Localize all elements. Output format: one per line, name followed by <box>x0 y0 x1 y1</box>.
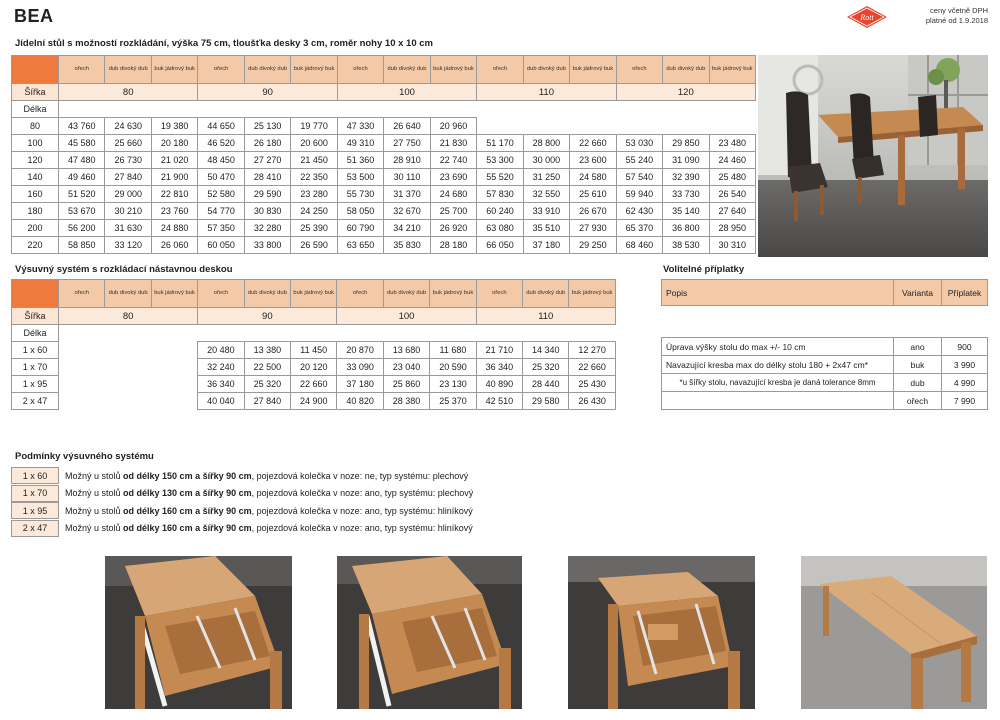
wood-header: dub divoký dub <box>663 56 709 84</box>
width-value: 100 <box>337 84 476 101</box>
price-cell: 57 540 <box>616 169 662 186</box>
price-cell: 25 660 <box>105 135 151 152</box>
width-value: 80 <box>59 308 198 325</box>
price-note-valid-from: platné od 1.9.2018 <box>925 16 988 25</box>
row-length: 120 <box>12 152 59 169</box>
price-cell: 12 270 <box>569 342 615 359</box>
wood-header: buk jádrový buk <box>430 56 476 84</box>
price-cell: 29 850 <box>663 135 709 152</box>
price-cell: 27 840 <box>244 393 290 410</box>
price-cell: 26 670 <box>570 203 616 220</box>
page-title: BEA <box>14 6 54 26</box>
wood-header: buk jádrový buk <box>430 280 476 308</box>
row-length: 1 x 60 <box>12 342 59 359</box>
surcharge-variant: ořech <box>894 392 942 410</box>
surcharge-description: Navazující kresba max do délky stolu 180 + 2x47 cm* <box>662 356 894 374</box>
price-cell: 43 760 <box>59 118 105 135</box>
price-cell: 32 390 <box>663 169 709 186</box>
wood-header: buk jádrový buk <box>151 280 197 308</box>
condition-code: 2 x 47 <box>11 520 59 537</box>
price-cell: 21 020 <box>151 152 197 169</box>
price-cell: 21 900 <box>151 169 197 186</box>
price-cell: 21 830 <box>430 135 476 152</box>
price-cell: 30 000 <box>523 152 569 169</box>
price-cell: 30 830 <box>244 203 290 220</box>
opt-header-varianta: Varianta <box>894 280 942 306</box>
price-cell: 25 430 <box>569 376 615 393</box>
wood-header: ořech <box>59 280 105 308</box>
price-cell: 51 520 <box>59 186 105 203</box>
price-cell: 51 360 <box>337 152 383 169</box>
price-cell: 21 450 <box>291 152 337 169</box>
condition-dimensions: od délky 150 cm a šířky 90 cm <box>123 470 252 481</box>
condition-text <box>65 471 468 481</box>
price-cell: 14 340 <box>523 342 569 359</box>
table-row <box>12 186 756 203</box>
price-cell: 33 090 <box>337 359 383 376</box>
price-cell: 53 500 <box>337 169 383 186</box>
price-cell: 32 280 <box>244 220 290 237</box>
dining-table-title: Jídelní stůl s možností rozkládání, výška 75 cm, tloušťka desky 3 cm, roměr nohy 10 x 10 cm <box>15 38 433 49</box>
condition-post: , pojezdová kolečka v noze: ne, typ systému: plechový <box>251 470 469 481</box>
condition-text <box>65 488 473 498</box>
condition-row <box>11 467 468 484</box>
price-cell: 30 110 <box>384 169 430 186</box>
price-cell: 29 250 <box>570 237 616 254</box>
price-cell: 23 690 <box>430 169 476 186</box>
price-cell: 40 890 <box>476 376 522 393</box>
wood-header: ořech <box>59 56 105 84</box>
condition-code: 1 x 70 <box>11 485 59 502</box>
row-length: 140 <box>12 169 59 186</box>
price-cell: 23 600 <box>570 152 616 169</box>
row-length: 1 x 95 <box>12 376 59 393</box>
table-row <box>12 203 756 220</box>
condition-row <box>11 502 473 519</box>
price-cell: 51 170 <box>477 135 523 152</box>
sirka-label: Šířka <box>12 308 59 325</box>
price-cell: 60 050 <box>198 237 244 254</box>
price-cell: 53 030 <box>616 135 662 152</box>
price-cell: 20 120 <box>291 359 337 376</box>
price-cell: 31 250 <box>523 169 569 186</box>
price-cell: 52 580 <box>198 186 244 203</box>
extension-price-table <box>11 279 616 410</box>
dining-corner-cell <box>12 56 59 84</box>
condition-text <box>65 506 473 516</box>
price-cell: 11 680 <box>430 342 476 359</box>
price-cell: 65 370 <box>616 220 662 237</box>
dining-room-photo <box>758 55 988 257</box>
price-cell: 40 040 <box>198 393 244 410</box>
width-value: 110 <box>476 308 615 325</box>
dining-width-row <box>12 84 756 101</box>
row-length: 200 <box>12 220 59 237</box>
price-cell: 29 580 <box>523 393 569 410</box>
price-cell: 26 430 <box>569 393 615 410</box>
row-length: 100 <box>12 135 59 152</box>
price-cell: 50 470 <box>198 169 244 186</box>
price-cell: 35 830 <box>384 237 430 254</box>
wood-header: buk jádrový buk <box>569 280 615 308</box>
price-cell: 28 410 <box>244 169 290 186</box>
opt-header-priplatek: Příplatek <box>942 280 988 306</box>
surcharge-description <box>662 392 894 410</box>
dining-header-row <box>12 56 756 84</box>
condition-post: , pojezdová kolečka v noze: ano, typ systému: plechový <box>251 488 474 498</box>
row-length: 80 <box>12 118 59 135</box>
price-cell: 31 090 <box>663 152 709 169</box>
surcharge-price: 7 990 <box>942 392 988 410</box>
price-cell: 25 370 <box>430 393 476 410</box>
table-row <box>12 359 616 376</box>
extension-photo-1 <box>105 556 292 709</box>
price-cell: 49 310 <box>337 135 383 152</box>
table-row <box>12 152 756 169</box>
price-cell: 44 650 <box>198 118 244 135</box>
price-cell: 25 130 <box>244 118 290 135</box>
wood-header: ořech <box>476 280 522 308</box>
price-cell: 29 000 <box>105 186 151 203</box>
price-cell: 55 730 <box>337 186 383 203</box>
price-cell: 24 880 <box>151 220 197 237</box>
price-cell: 62 430 <box>616 203 662 220</box>
wood-header: dub divoký dub <box>105 56 151 84</box>
condition-code: 1 x 60 <box>11 467 59 484</box>
wood-header: dub divoký dub <box>523 280 569 308</box>
wood-header: buk jádrový buk <box>709 56 755 84</box>
price-cell: 27 640 <box>709 203 755 220</box>
surcharge-row <box>662 356 988 374</box>
table-row <box>12 237 756 254</box>
price-cell: 33 730 <box>663 186 709 203</box>
surcharge-row <box>662 338 988 356</box>
table-row <box>12 169 756 186</box>
price-cell: 25 700 <box>430 203 476 220</box>
price-cell: 24 630 <box>105 118 151 135</box>
price-cell: 23 130 <box>430 376 476 393</box>
rott-logo <box>846 5 888 29</box>
condition-pre: Možný u stolů <box>65 523 124 533</box>
wood-header: buk jádrový buk <box>291 56 337 84</box>
price-cell: 23 760 <box>151 203 197 220</box>
table-row <box>12 376 616 393</box>
price-cell: 20 480 <box>198 342 244 359</box>
dining-price-table <box>11 55 756 254</box>
price-cell: 37 180 <box>337 376 383 393</box>
price-cell: 60 790 <box>337 220 383 237</box>
price-cell: 28 800 <box>523 135 569 152</box>
surcharge-variant: dub <box>894 374 942 392</box>
condition-row <box>11 520 473 537</box>
condition-pre: Možný u stolů <box>65 488 124 498</box>
price-cell: 36 340 <box>198 376 244 393</box>
price-cell: 20 600 <box>291 135 337 152</box>
price-cell: 22 660 <box>291 376 337 393</box>
wood-header: dub divoký dub <box>244 280 290 308</box>
price-cell: 25 320 <box>523 359 569 376</box>
price-cell: 29 590 <box>244 186 290 203</box>
opt-header-popis: Popis <box>662 280 894 306</box>
condition-pre: Možný u stolů <box>65 470 124 481</box>
wood-header: dub divoký dub <box>383 280 429 308</box>
price-cell: 26 590 <box>291 237 337 254</box>
wood-header: ořech <box>477 56 523 84</box>
price-cell: 40 820 <box>337 393 383 410</box>
sirka-label: Šířka <box>12 84 59 101</box>
price-cell: 19 770 <box>291 118 337 135</box>
condition-code: 1 x 95 <box>11 502 59 519</box>
price-cell: 24 900 <box>291 393 337 410</box>
price-cell: 33 120 <box>105 237 151 254</box>
wood-header: buk jádrový buk <box>151 56 197 84</box>
price-cell: 22 350 <box>291 169 337 186</box>
dining-length-row <box>12 101 756 118</box>
price-cell: 31 370 <box>384 186 430 203</box>
price-cell: 34 210 <box>384 220 430 237</box>
condition-row <box>11 485 473 502</box>
wood-header: ořech <box>616 56 662 84</box>
width-value: 100 <box>337 308 476 325</box>
condition-dimensions: od délky 160 cm a šířky 90 cm <box>123 505 252 516</box>
price-cell: 19 380 <box>151 118 197 135</box>
price-cell: 23 040 <box>383 359 429 376</box>
width-value: 90 <box>198 84 337 101</box>
price-cell: 55 520 <box>477 169 523 186</box>
table-row <box>12 118 756 135</box>
price-cell: 26 180 <box>244 135 290 152</box>
price-cell: 23 480 <box>709 135 755 152</box>
surcharge-description: Úprava výšky stolu do max +/- 10 cm <box>662 338 894 356</box>
price-cell: 42 510 <box>476 393 522 410</box>
price-cell: 25 390 <box>291 220 337 237</box>
price-cell: 27 270 <box>244 152 290 169</box>
row-length: 180 <box>12 203 59 220</box>
price-cell: 31 630 <box>105 220 151 237</box>
surcharge-variant: buk <box>894 356 942 374</box>
surcharge-price: 4 990 <box>942 374 988 392</box>
price-cell: 26 730 <box>105 152 151 169</box>
price-cell: 24 250 <box>291 203 337 220</box>
price-cell: 53 670 <box>59 203 105 220</box>
width-value: 80 <box>59 84 198 101</box>
price-cell: 28 440 <box>523 376 569 393</box>
table-row <box>12 220 756 237</box>
row-length: 220 <box>12 237 59 254</box>
price-cell: 33 910 <box>523 203 569 220</box>
price-note-vat: ceny včetně DPH <box>930 6 988 15</box>
price-cell: 59 940 <box>616 186 662 203</box>
extension-photo-2 <box>337 556 522 709</box>
svg-text:Rott: Rott <box>860 13 874 22</box>
price-cell: 55 240 <box>616 152 662 169</box>
price-cell: 28 950 <box>709 220 755 237</box>
width-value: 110 <box>477 84 616 101</box>
price-cell: 20 960 <box>430 118 476 135</box>
width-value: 120 <box>616 84 755 101</box>
price-cell: 58 050 <box>337 203 383 220</box>
delka-label: Délka <box>12 325 59 342</box>
price-cell: 54 770 <box>198 203 244 220</box>
optional-surcharges-table <box>661 279 988 410</box>
row-length: 160 <box>12 186 59 203</box>
price-cell: 20 870 <box>337 342 383 359</box>
wood-header: ořech <box>198 56 244 84</box>
price-cell: 28 910 <box>384 152 430 169</box>
ext-length-row <box>12 325 616 342</box>
wood-header: ořech <box>337 56 383 84</box>
price-cell: 28 380 <box>383 393 429 410</box>
conditions-title: Podmínky výsuvného systému <box>15 451 154 462</box>
price-cell: 48 450 <box>198 152 244 169</box>
wood-header: ořech <box>198 280 244 308</box>
price-cell: 11 450 <box>291 342 337 359</box>
price-cell: 24 580 <box>570 169 616 186</box>
surcharge-price: 900 <box>942 338 988 356</box>
table-row <box>12 393 616 410</box>
price-cell: 35 510 <box>523 220 569 237</box>
price-cell: 60 240 <box>477 203 523 220</box>
price-cell: 20 590 <box>430 359 476 376</box>
price-cell: 26 540 <box>709 186 755 203</box>
table-row <box>12 135 756 152</box>
price-cell: 22 810 <box>151 186 197 203</box>
price-cell: 46 520 <box>198 135 244 152</box>
ext-width-row <box>12 308 616 325</box>
wood-header: dub divoký dub <box>105 280 151 308</box>
surcharge-row <box>662 392 988 410</box>
price-cell: 25 860 <box>383 376 429 393</box>
price-cell: 25 480 <box>709 169 755 186</box>
extension-photo-3 <box>568 556 755 709</box>
price-cell: 35 140 <box>663 203 709 220</box>
price-cell: 25 320 <box>244 376 290 393</box>
price-cell: 13 680 <box>383 342 429 359</box>
condition-post: , pojezdová kolečka v noze: ano, typ systému: hliníkový <box>251 523 473 533</box>
price-cell: 56 200 <box>59 220 105 237</box>
price-cell: 32 670 <box>384 203 430 220</box>
price-cell: 68 460 <box>616 237 662 254</box>
condition-text <box>65 523 473 533</box>
ext-corner-cell <box>12 280 59 308</box>
surcharge-price: 3 990 <box>942 356 988 374</box>
price-cell: 20 180 <box>151 135 197 152</box>
price-cell: 57 350 <box>198 220 244 237</box>
price-cell: 38 530 <box>663 237 709 254</box>
price-cell: 30 310 <box>709 237 755 254</box>
wood-header: buk jádrový buk <box>291 280 337 308</box>
price-cell: 22 740 <box>430 152 476 169</box>
price-cell: 33 800 <box>244 237 290 254</box>
price-cell: 36 340 <box>476 359 522 376</box>
price-cell: 22 660 <box>569 359 615 376</box>
ext-header-row <box>12 280 616 308</box>
price-cell: 32 240 <box>198 359 244 376</box>
table-row <box>12 342 616 359</box>
price-cell: 63 650 <box>337 237 383 254</box>
price-cell: 37 180 <box>523 237 569 254</box>
price-cell: 47 480 <box>59 152 105 169</box>
width-value: 90 <box>198 308 337 325</box>
price-cell: 13 380 <box>244 342 290 359</box>
wood-header: dub divoký dub <box>384 56 430 84</box>
price-cell: 26 640 <box>384 118 430 135</box>
price-cell: 27 750 <box>384 135 430 152</box>
price-note <box>900 6 988 26</box>
price-cell: 24 680 <box>430 186 476 203</box>
condition-dimensions: od délky 130 cm a šířky 90 cm <box>123 488 252 498</box>
price-cell: 26 920 <box>430 220 476 237</box>
price-cell: 26 060 <box>151 237 197 254</box>
price-cell: 36 800 <box>663 220 709 237</box>
extension-system-title: Výsuvný systém s rozkládací nástavnou deskou <box>15 264 233 275</box>
price-cell: 27 930 <box>570 220 616 237</box>
surcharge-variant: ano <box>894 338 942 356</box>
price-cell: 23 280 <box>291 186 337 203</box>
surcharge-row <box>662 374 988 392</box>
wood-header: ořech <box>337 280 383 308</box>
price-cell: 57 830 <box>477 186 523 203</box>
condition-dimensions: od délky 160 cm a šířky 90 cm <box>123 523 252 533</box>
optional-surcharges-title: Volitelné příplatky <box>663 264 745 275</box>
price-cell: 66 050 <box>477 237 523 254</box>
wood-header: dub divoký dub <box>244 56 290 84</box>
price-cell: 58 850 <box>59 237 105 254</box>
price-cell: 24 460 <box>709 152 755 169</box>
row-length: 2 x 47 <box>12 393 59 410</box>
price-cell: 28 180 <box>430 237 476 254</box>
price-cell: 32 550 <box>523 186 569 203</box>
delka-label: Délka <box>12 101 59 118</box>
surcharge-description: *u šířky stolu, navazující kresba je daná tolerance 8mm <box>662 374 894 392</box>
price-cell: 27 840 <box>105 169 151 186</box>
price-cell: 63 080 <box>477 220 523 237</box>
price-cell: 45 580 <box>59 135 105 152</box>
wood-header: buk jádrový buk <box>570 56 616 84</box>
condition-pre: Možný u stolů <box>65 505 124 516</box>
wood-header: dub divoký dub <box>523 56 569 84</box>
price-cell: 30 210 <box>105 203 151 220</box>
price-cell: 22 660 <box>570 135 616 152</box>
price-cell: 21 710 <box>476 342 522 359</box>
condition-post: , pojezdová kolečka v noze: ano, typ systému: hliníkový <box>251 505 473 516</box>
price-cell: 49 460 <box>59 169 105 186</box>
price-cell: 53 300 <box>477 152 523 169</box>
extension-photo-4 <box>801 556 987 709</box>
price-cell: 25 610 <box>570 186 616 203</box>
price-cell: 22 500 <box>244 359 290 376</box>
price-cell: 47 330 <box>337 118 383 135</box>
row-length: 1 x 70 <box>12 359 59 376</box>
